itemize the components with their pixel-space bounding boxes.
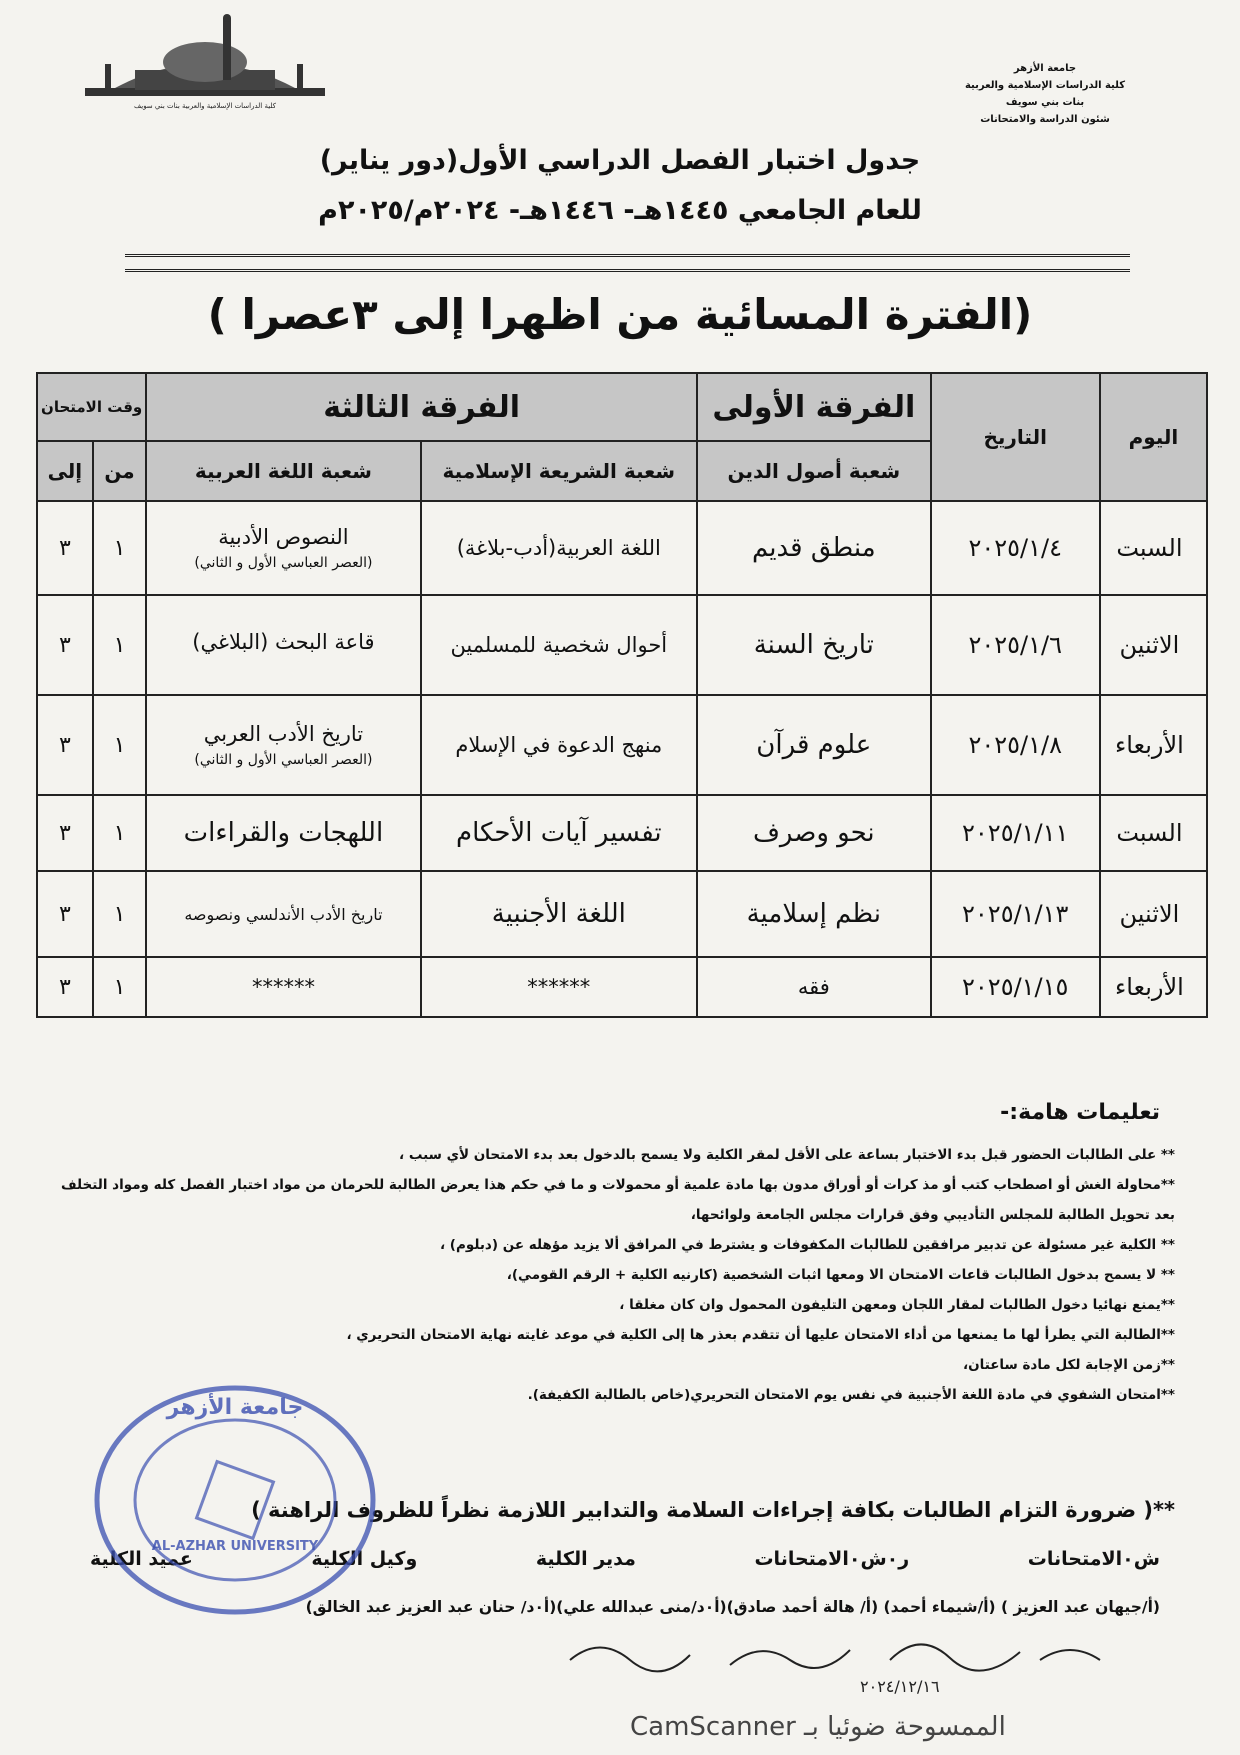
cell-to: ٣	[37, 595, 93, 695]
arabic-subject-note: (العصر العباسي الأول و الثاني)	[194, 555, 373, 571]
instruction-item: ** الكلية غير مسئولة عن تدبير مرافقين للطالبات المكفوفات و يشترط في المرافق ألا يزيد مؤهله عن (دبلوم) ،	[439, 1237, 1175, 1253]
cell-usul: فقه	[697, 957, 931, 1017]
cell-usul: نحو وصرف	[697, 795, 931, 871]
header-date: التاريخ	[931, 373, 1100, 501]
arabic-subject: تاريخ الأدب العربي	[203, 722, 364, 746]
table-row	[37, 501, 1207, 595]
cell-arabic	[146, 501, 420, 595]
college-logo	[75, 10, 335, 120]
arabic-subject: تاريخ الأدب الأندلسي ونصوصه	[184, 904, 383, 924]
instruction-item: **زمن الإجابة لكل مادة ساعتان،	[962, 1357, 1175, 1373]
cell-from: ١	[93, 501, 147, 595]
header-year1: الفرقة الأولى	[697, 373, 931, 441]
table-row	[37, 695, 1207, 795]
period-heading: (الفترة المسائية من اظهرا إلى ٣عصرا )	[207, 290, 1033, 339]
page-title: جدول اختبار الفصل الدراسي الأول(دور يناير)	[319, 145, 921, 176]
table-row	[37, 795, 1207, 871]
instruction-item: **محاولة الغش أو اصطحاب كتب أو مذ كرات أو أوراق مدون بها مادة علمية أو محمولات و ما في حكم هذا يعرض الطالبة للحرمان من مواد اختبار الفصل كله ومواد التخلف بعد تحويل الطالبة للمجلس التأديبي وفق قرارات مجلس الجامعة ولوائحها،	[60, 1177, 1175, 1223]
stamp-text-en: AL-AZHAR UNIVERSITY	[151, 1539, 319, 1554]
cell-usul: تاريخ السنة	[697, 595, 931, 695]
cell-date: ٢٠٢٥/١/١٥	[931, 957, 1100, 1017]
instructions-title: تعليمات هامة:-	[1000, 1100, 1160, 1125]
cell-day: السبت	[1100, 795, 1207, 871]
cell-sharia: اللغة الأجنبية	[421, 871, 697, 957]
scanner-watermark: الممسوحة ضوئيا بـ CamScanner	[630, 1712, 1006, 1742]
header-branch-sharia: شعبة الشريعة الإسلامية	[421, 441, 697, 501]
safety-note: **( ضرورة التزام الطالبات بكافة إجراءات السلامة والتدابير اللازمة نظراً للظروف الراهنة )	[251, 1498, 1175, 1522]
signatory-role: ش٠الامتحانات	[1027, 1548, 1160, 1570]
cell-date: ٢٠٢٥/١/٨	[931, 695, 1100, 795]
exam-schedule-table	[36, 372, 1208, 1018]
cell-from: ١	[93, 795, 147, 871]
cell-date: ٢٠٢٥/١/١١	[931, 795, 1100, 871]
divider	[125, 254, 1130, 272]
cell-arabic	[146, 957, 420, 1017]
table-row	[37, 595, 1207, 695]
cell-from: ١	[93, 695, 147, 795]
header-from: من	[93, 441, 147, 501]
handwritten-date: ٢٠٢٤/١٢/١٦	[860, 1677, 940, 1696]
header-year3: الفرقة الثالثة	[146, 373, 697, 441]
header-branch-arabic: شعبة اللغة العربية	[146, 441, 420, 501]
cell-day: الاثنين	[1100, 595, 1207, 695]
instruction-item: **يمنع نهائيا دخول الطالبات لمقار اللجان ومعهن التليفون المحمول وان كان مغلقا ،	[619, 1297, 1175, 1313]
table-row	[37, 957, 1207, 1017]
institution-header	[945, 60, 1145, 128]
header-line: جامعة الأزهر	[1013, 63, 1077, 74]
instruction-item: **الطالبة التي يطرأ لها ما يمنعها من أداء الامتحان عليها أن تتقدم بعذر ها إلى الكلية في موعد غايته نهاية الامتحان التحريري ،	[346, 1327, 1175, 1343]
arabic-subject: النصوص الأدبية	[218, 525, 349, 549]
cell-sharia: اللغة العربية(أدب-بلاغة)	[421, 501, 697, 595]
arabic-subject: اللهجات والقراءات	[183, 818, 384, 848]
university-stamp	[85, 1370, 385, 1630]
cell-arabic	[146, 871, 420, 957]
stamp-text-ar: جامعة الأزهر	[166, 1395, 304, 1420]
cell-day: الأربعاء	[1100, 957, 1207, 1017]
cell-date: ٢٠٢٥/١/٦	[931, 595, 1100, 695]
cell-to: ٣	[37, 957, 93, 1017]
cell-to: ٣	[37, 501, 93, 595]
arabic-subject-note: (العصر العباسي الأول و الثاني)	[194, 752, 373, 768]
signatory-role: ر٠ش٠الامتحانات	[754, 1548, 910, 1570]
header-to: إلى	[37, 441, 93, 501]
cell-to: ٣	[37, 695, 93, 795]
header-branch-usul: شعبة أصول الدين	[697, 441, 931, 501]
cell-date: ٢٠٢٥/١/٤	[931, 501, 1100, 595]
arabic-subject: قاعة البحث (البلاغي)	[192, 630, 375, 654]
logo-text: كلية الدراسات الإسلامية والعربية بنات بني سويف	[134, 102, 276, 110]
cell-from: ١	[93, 871, 147, 957]
handwritten-signatures	[560, 1630, 1120, 1710]
signatory-role: عميد الكلية	[90, 1548, 193, 1570]
cell-day: السبت	[1100, 501, 1207, 595]
cell-arabic	[146, 595, 420, 695]
cell-usul: منطق قديم	[697, 501, 931, 595]
instruction-item: **امتحان الشفوي في مادة اللغة الأجنبية في نفس يوم الامتحان التحريري(خاص بالطالبة الكفيفة).	[527, 1387, 1175, 1403]
cell-date: ٢٠٢٥/١/١٣	[931, 871, 1100, 957]
header-line: شئون الدراسة والامتحانات	[980, 114, 1110, 125]
cell-sharia: منهج الدعوة في الإسلام	[421, 695, 697, 795]
signatory-role: وكيل الكلية	[311, 1548, 418, 1570]
cell-usul: نظم إسلامية	[697, 871, 931, 957]
cell-from: ١	[93, 595, 147, 695]
cell-sharia: تفسير آيات الأحكام	[421, 795, 697, 871]
header-day: اليوم	[1100, 373, 1207, 501]
signatory-role: مدير الكلية	[535, 1548, 636, 1570]
cell-to: ٣	[37, 871, 93, 957]
academic-year: للعام الجامعي ١٤٤٥هـ- ١٤٤٦هـ- ٢٠٢٤م/٢٠٢٥م	[318, 195, 922, 226]
cell-usul: علوم قرآن	[697, 695, 931, 795]
cell-sharia: أحوال شخصية للمسلمين	[421, 595, 697, 695]
table-row	[37, 871, 1207, 957]
cell-arabic	[146, 695, 420, 795]
cell-arabic	[146, 795, 420, 871]
cell-day: الاثنين	[1100, 871, 1207, 957]
signatory-names: (أ/جيهان عبد العزيز ) (أ/شيماء أحمد) (أ/ هالة أحمد صادق)(أ٠د/منى عبدالله علي)(أ٠د/ حنان عبد العزيز عبد الخالق)	[305, 1598, 1160, 1616]
instruction-item: ** على الطالبات الحضور قبل بدء الاختبار بساعة على الأقل لمقر الكلية ولا يسمح بالدخول بعد بدء الامتحان لأي سبب ،	[399, 1147, 1175, 1163]
cell-sharia: ******	[421, 957, 697, 1017]
cell-to: ٣	[37, 795, 93, 871]
header-line: كلية الدراسات الإسلامية والعربية	[964, 80, 1126, 91]
instruction-item: ** لا يسمح بدخول الطالبات قاعات الامتحان الا ومعها اثبات الشخصية (كارنيه الكلية + الرقم القومي)،	[506, 1267, 1175, 1283]
header-exam-time: وقت الامتحان	[37, 373, 146, 441]
header-line: بنات بني سويف	[1005, 97, 1085, 108]
cell-from: ١	[93, 957, 147, 1017]
cell-day: الأربعاء	[1100, 695, 1207, 795]
arabic-subject: ******	[251, 975, 315, 999]
